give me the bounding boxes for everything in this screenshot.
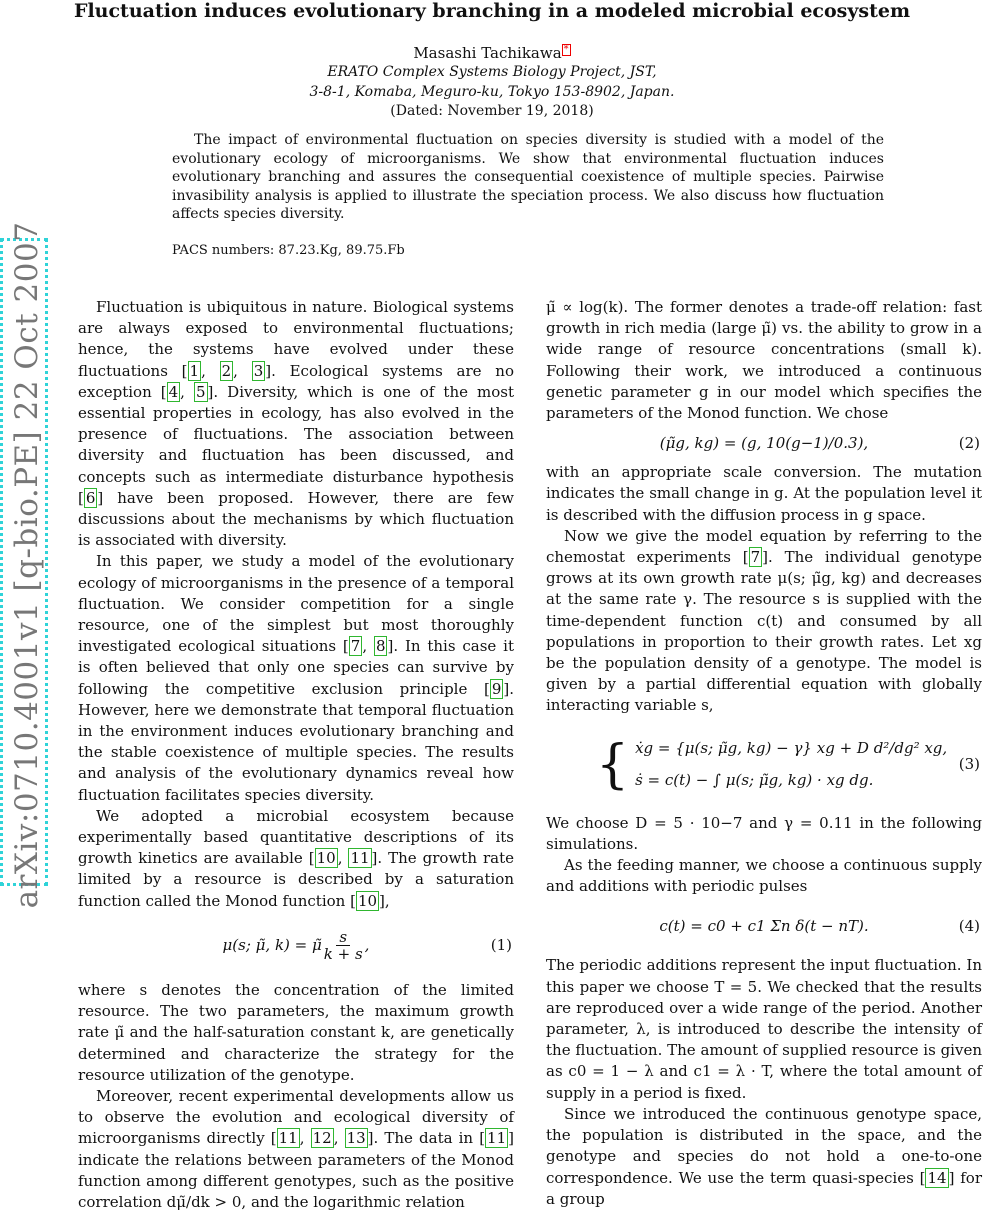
paragraph: Now we give the model equation by referring to the chemostat experiments [ 7 ]. The individual genotype grows at its own growth rate μ(s; μ̃g, kg) and decreases at the same rate γ. The resource s is supplied with the time-dependent function c(t) and consumed by all populations in proportion to their growth rates. Let xg be the population density of a genotype. The model is given by a partial differential equation with globally interacting variable s, [546,526,982,715]
citation-link[interactable]: 14 [927,1168,947,1187]
citation-link[interactable]: 11 [487,1129,507,1148]
paragraph: We adopted a microbial ecosystem because experimentally based quantitative descriptions of its growth kinetics are available [ 10 , 11 ]. The growth rate limited by a resource is described by a saturation function called the Monod function [ 10 ], [78,806,514,910]
date-line: (Dated: November 19, 2018) [390,103,594,119]
paragraph: where s denotes the concentration of the limited resource. The two parameters, the maximum growth rate μ̃ and the half-saturation constant k, are genetically determined and characterize the strategy for the resource utilization of the genotype. [78,980,514,1084]
paragraph: Since we introduced the continuous genotype space, the population is distributed in the space, and the genotype and species do not hold a one-to-one correspondence. We use the term quasi-species [ 14 ] for a group [546,1104,983,1208]
paragraph: Moreover, recent experimental developments allow us to observe the evolution and ecological diversity of microorganisms directly [ 11 , 12 , 13 ]. The data in [ 11 ] indicate the relations between parameters of the Monod function among different genotypes, such as the positive correlation dμ̃/dk > 0, and the logarithmic relation [78,1086,514,1211]
author-name: Masashi Tachikawa [413,44,562,62]
paper-title: Fluctuation induces evolutionary branching in a modeled microbial ecosystem [73,0,911,22]
citation-link[interactable]: 11 [350,849,370,868]
paragraph: Fluctuation is ubiquitous in nature. Biological systems are always exposed to environmental fluctuations; hence, the systems have evolved under these fluctuations [ 1 , 2 , 3 ]. Ecological systems are no exception [ 4 , 5 ]. Diversity, which is one of the most essential properties in ecology, has also evolved in the presence of fluctuations. The association between diversity and fluctuation has been discussed, and concepts such as intermediate disturbance hypothesis [ 6 ] have been proposed. However, there are few discussions about the mechanisms by which fluctuation is associated with diversity. [78,298,514,550]
equation-1: μ(s; μ̃, k) = μ̃ $\frac{s}{k + s}$ , (1) [222,928,512,964]
equation-number: (2) [958,433,980,452]
equation-number: (1) [490,936,512,955]
arxiv-identifier: arXiv:0710.4001v1 [q-bio.PE] 22 Oct 2007 [9,221,45,909]
paragraph: μ̃ ∝ log(k). The former denotes a trade-off relation: fast growth in rich media (large μ̃) vs. the ability to grow in a wide range of resource concentrations (small k). Following their work, we introduced a continuous genetic parameter g in our model which specifies the parameters of the Monod function. We chose [546,298,982,423]
citation-link[interactable]: 10 [316,849,336,868]
equation-line: ṡ = c(t) − ∫ μ(s; μ̃g, kg) · xg dg. [635,770,874,789]
citation-link[interactable]: 10 [357,891,378,910]
citation-link[interactable]: 1 [189,361,200,380]
left-column [78,297,514,1213]
citation-link[interactable]: 12 [312,1129,332,1148]
equation-3 [546,717,982,813]
affiliation-line-1: ERATO Complex Systems Biology Project, JST, [327,64,657,80]
citation-link[interactable]: 8 [375,637,386,656]
fraction: $\frac{s}{k + s}$ [323,928,363,964]
paragraph: We choose D = 5 · 10−7 and γ = 0.11 in the following simulations. [546,813,982,853]
citation-link[interactable]: 9 [491,679,502,698]
equation-2 [546,424,982,462]
citation-link[interactable]: 5 [195,382,206,401]
citation-link[interactable]: 7 [750,548,761,567]
author-footnote-link[interactable]: * [563,44,569,55]
equation-system [635,738,947,790]
equation-number: (4) [958,916,980,935]
citation-link[interactable]: 2 [221,361,232,380]
paragraph: In this paper, we study a model of the evolutionary ecology of microorganisms in the presence of a temporal fluctuation. We consider competition for a single resource, one of the simplest but most thoroughly investigated ecological situations [ 7 , 8 ]. In this case it is often believed that only one species can survive by following the competitive exclusion principle [ 9 ]. However, here we demonstrate that temporal fluctuation in the environment induces evolutionary branching and the stable coexistence of multiple species. The results and analysis of the evolutionary dynamics reveal how fluctuation facilitates species diversity. [78,552,514,804]
equation-4 [546,897,982,955]
equation-text: (μ̃g, kg) = (g, 10(g−1)/0.3), [659,433,869,452]
pacs-numbers: PACS numbers: 87.23.Kg, 89.75.Fb [172,243,405,258]
paragraph: As the feeding manner, we choose a continuous supply and additions with periodic pulses [546,856,982,896]
affiliation-line-2: 3-8-1, Komaba, Meguro-ku, Tokyo 153-8902, Japan. [309,84,675,100]
arxiv-sidebar-stamp[interactable] [0,221,48,909]
equation-line: ẋg = {μ(s; μ̃g, kg) − γ} xg + D d²/dg² xg, [635,739,948,758]
paragraph: The periodic additions represent the input fluctuation. In this paper we choose T = 5. We checked that the results are reproduced over a wide range of the period. Another parameter, λ, is introduced to describe the intensity of the fluctuation. The amount of supplied resource is given as c0 = 1 − λ and c1 = λ · T, where the total amount of supply in a period is fixed. [546,956,982,1102]
right-column [546,297,982,1210]
equation-number: (3) [958,755,980,774]
equation-text: μ(s; μ̃, k) = μ̃ [222,936,322,955]
equation-text: c(t) = c0 + c1 Σn δ(t − nT). [659,916,869,935]
citation-link[interactable]: 3 [253,361,264,380]
citation-link[interactable]: 13 [346,1129,366,1148]
abstract: The impact of environmental fluctuation on species diversity is studied with a model of the evolutionary ecology of microorganisms. We show that environmental fluctuation induces evolutionary branching and assures the consequential coexistence of multiple species. Pairwise invasibility analysis is applied to illustrate the speciation process. We also discuss how fluctuation affects species diversity. [172,132,884,223]
citation-link[interactable]: 4 [168,382,179,401]
citation-link[interactable]: 6 [85,488,96,507]
left-brace: { [596,734,630,795]
citation-link[interactable]: 7 [350,637,361,656]
author-line [0,44,984,62]
citation-link[interactable]: 11 [278,1129,298,1148]
paragraph: with an appropriate scale conversion. The mutation indicates the small change in g. At the population level it is described with the diffusion process in g space. [546,463,982,524]
